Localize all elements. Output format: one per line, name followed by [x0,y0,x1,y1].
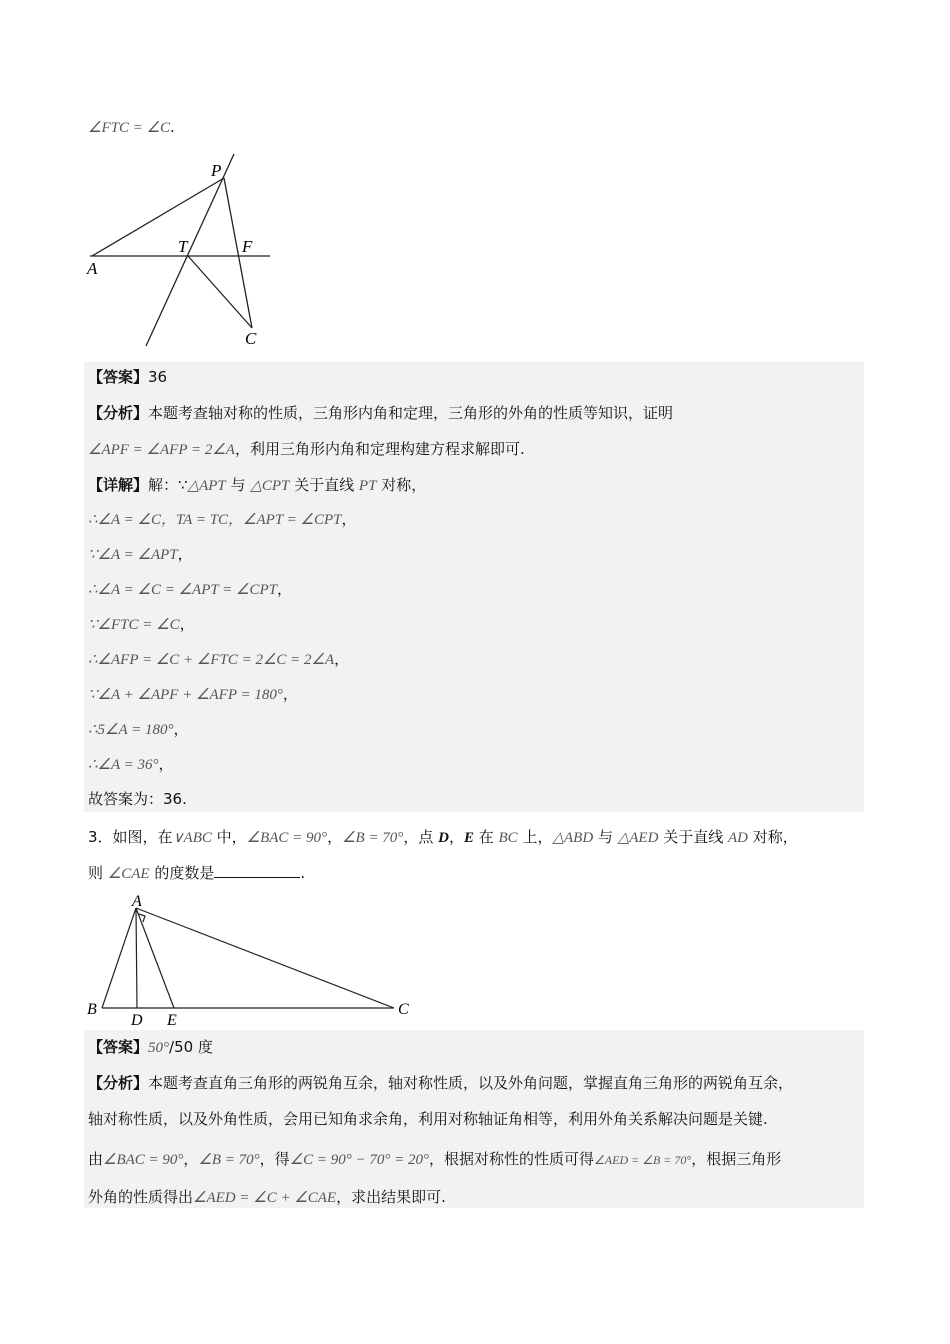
q3-math: ∠CAE [107,866,150,882]
q2-step-1 [88,508,357,531]
q3-analysis-line4 [88,1186,446,1209]
q3-analysis-tag: 【分析】 [88,1074,149,1092]
label-f: F [242,237,253,256]
q3-text: 关于直线 [658,828,728,846]
step-math: ∴5∠A = 180° [88,722,174,738]
q3-text: ， [327,828,343,846]
label-d: D [131,1012,143,1029]
q3-math: △AED [617,830,659,846]
label-c: C [245,329,257,348]
q2-step-3 [88,578,292,601]
q3-point-d: D [438,830,449,846]
answer-blank [214,863,300,878]
q2-detail-math-b: △CPT [250,478,290,494]
figure-2-geometry [84,890,424,1030]
q2-detail-text-d: 对称， [376,476,427,494]
q3-question-line2 [88,862,305,885]
q3-text: ，求出结果即可. [336,1188,446,1206]
q3-answer-alt: /50 度 [169,1038,213,1056]
q2-analysis-line1 [88,402,673,424]
q3-text: 与 [593,828,618,846]
q3-answer-tag: 【答案】 [88,1038,149,1056]
intro-line [88,116,175,139]
q3-math: ∠BAC = 90° [103,1152,184,1168]
q2-analysis-math: ∠APF = ∠AFP = 2∠A [88,442,235,458]
q2-step-2 [88,543,193,566]
q2-answer [88,366,167,388]
q2-step-7 [88,718,189,741]
q3-analysis-line3 [88,1148,781,1171]
label-t: T [178,237,188,256]
step-math: ∴∠A = ∠C，TA = TC，∠APT = ∠CPT [88,512,342,528]
q3-text: 外角的性质得出 [88,1188,194,1206]
q3-analysis-text: 本题考查直角三角形的两锐角互余，轴对称性质，以及外角问题，掌握直角三角形的两锐角互余， [148,1074,794,1092]
q3-text: 对称， [747,828,798,846]
q3-number: 3． [88,828,113,846]
q2-step-5 [88,648,349,671]
q2-answer-value: 36 [148,368,168,386]
q3-text: 的度数是 [149,864,215,882]
step-math: ∴∠A = 36° [88,757,159,773]
segment-a-c [136,908,394,1008]
label-a: A [132,893,142,910]
q3-text: . [300,864,306,882]
q2-detail-text-c: 关于直线 [289,476,359,494]
segment-a-e [136,908,174,1008]
q2-analysis-text: 本题考查轴对称的性质，三角形内角和定理，三角形的外角的性质等知识，证明 [148,404,674,422]
step-math: ∵∠A = ∠APT [88,547,178,563]
q3-text: ， [183,1150,199,1168]
q2-detail-line [88,474,426,497]
segment-t-c [188,256,252,328]
figure-1-geometry [84,150,284,350]
step-tail: ， [334,650,350,668]
step-tail: ， [179,615,195,633]
q3-text: 在 [473,828,499,846]
q3-math: ∨ABC [172,830,212,846]
line-through-p-t [146,154,234,346]
q3-math: ∠BAC = 90° [246,830,328,846]
q3-text: 中， [211,828,247,846]
intro-math: ∠FTC = ∠C [88,120,171,136]
label-b: B [87,1001,97,1018]
q2-analysis-line2 [88,438,525,461]
label-c: C [398,1001,409,1018]
q3-math: ∠AED = ∠B = 70° [594,1153,692,1167]
q3-text: ，得 [259,1150,290,1168]
step-tail: ， [341,510,357,528]
q3-math: ∠AED = ∠C + ∠CAE [193,1190,337,1206]
label-a: A [87,259,98,278]
q2-detail-text-a: 解：∵ [148,476,188,494]
q3-answer [88,1036,213,1059]
q3-text: ， [448,828,464,846]
q3-text: 则 [88,864,108,882]
q3-text: 由 [88,1150,104,1168]
q3-text: ，根据三角形 [691,1150,782,1168]
q2-detail-text-b: 与 [225,476,251,494]
intro-punct: . [170,118,175,136]
q2-detail-math-a: △APT [187,478,226,494]
q2-step-8 [88,753,174,776]
q3-math: ∠B = 70° [198,1152,260,1168]
label-p: P [211,161,222,180]
q3-text: ，根据对称性的性质可得 [429,1150,595,1168]
q2-answer-tag: 【答案】 [88,368,149,386]
q3-analysis-line1 [88,1072,793,1094]
step-tail: ， [177,545,193,563]
q2-detail-math-c: PT [358,478,377,494]
step-tail: ， [277,580,293,598]
q2-step-4 [88,613,195,636]
q3-question-line1 [88,826,798,849]
q2-final: 故答案为：36. [88,790,187,808]
segment-a-b [102,908,136,1008]
q2-analysis-tail: ，利用三角形内角和定理构建方程求解即可. [234,440,525,458]
q2-detail-tag: 【详解】 [88,476,149,494]
step-tail: ， [158,755,174,773]
step-math: ∴∠A = ∠C = ∠APT = ∠CPT [88,582,278,598]
q3-math: △ABD [552,830,594,846]
label-e: E [167,1012,177,1029]
step-tail: ， [282,685,298,703]
step-math: ∵∠FTC = ∠C [88,617,180,633]
segment-a-d [136,908,137,1008]
q2-analysis-tag: 【分析】 [88,404,149,422]
q3-text: ，点 [403,828,439,846]
step-math: ∴∠AFP = ∠C + ∠FTC = 2∠C = 2∠A [88,652,335,668]
step-tail: ， [173,720,189,738]
q3-math: ∠C = 90° − 70° = 20° [289,1152,430,1168]
q3-answer-math: 50° [148,1040,170,1056]
q3-point-e: E [463,830,474,846]
q3-analysis-line2: 轴对称性质，以及外角性质，会用已知角求余角，利用对称轴证角相等，利用外角关系解决问题是关键. [88,1110,768,1128]
q3-math: BC [498,830,518,846]
q3-math: AD [727,830,748,846]
q2-step-6 [88,683,298,706]
segment-a-p [92,178,224,256]
q3-text: 上， [517,828,553,846]
q3-text: 如图，在 [112,828,173,846]
q3-math: ∠B = 70° [342,830,404,846]
step-math: ∵∠A + ∠APF + ∠AFP = 180° [88,687,283,703]
